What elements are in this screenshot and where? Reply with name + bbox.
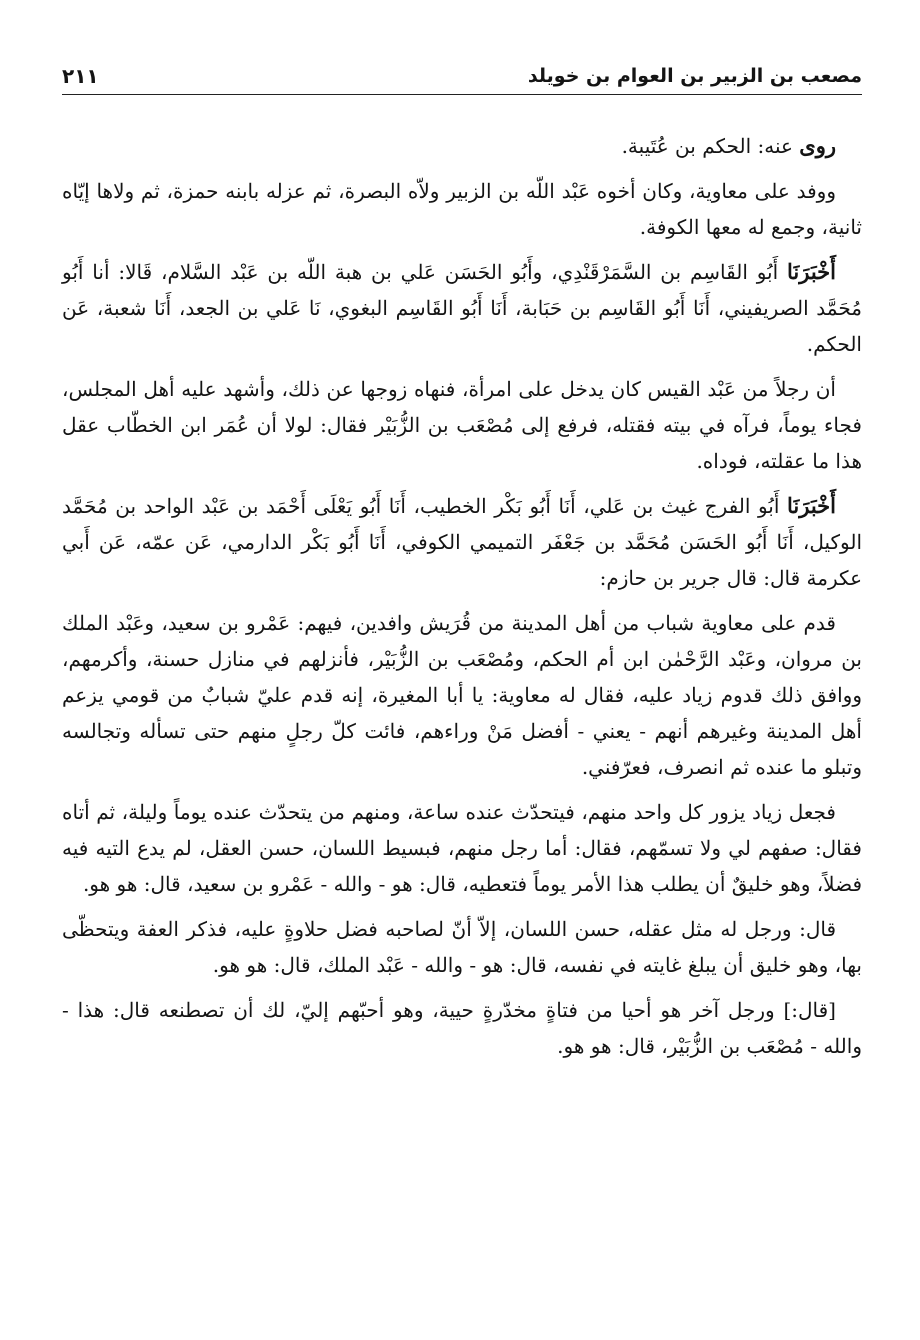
- paragraph-isnad-1: [62, 254, 862, 362]
- paragraph-text: ووفد على معاوية، وكان أخوه عَبْد اللّه بن الزبير ولاّه البصرة، ثم عزله بابنه حمزة، ثم ولاها إيّاه ثانية، وجمع له معها الكوفة.: [62, 179, 862, 239]
- paragraph-text: أَبُو القَاسِم بن السَّمَرْقَنْدِي، وأَبُو الحَسَن عَلي بن هبة اللّه بن عَبْد السَّلام، قَالا: أنا أَبُو مُحَمَّد الصريفيني، أَنَا أَبُو القَاسِم بن حَبَابة، أَنَا أَبُو القَاسِم البغوي، نَا عَلي بن الجعد، أَنَا شعبة، عَن الحكم.: [62, 260, 862, 356]
- paragraph-abd-al-qays-story: [62, 371, 862, 479]
- running-header: [62, 58, 862, 95]
- paragraph-youths-arrive: [62, 605, 862, 785]
- paragraph-text: قال: ورجل له مثل عقله، حسن اللسان، إلاّ أنّ لصاحبه فضل حلاوةٍ عليه، فذكر العفة ويتحظّى بها، وهو خليق أن يبلغ غايته في نفسه، قال: هو - والله - عَبْد الملك، قال: هو هو.: [62, 917, 862, 977]
- paragraph-second-man: [62, 911, 862, 983]
- body-text: [62, 128, 862, 1064]
- paragraph-narrators-from-him: [62, 128, 862, 164]
- paragraph-lead-word: أَخْبَرَنَا: [787, 259, 836, 284]
- paragraph-lead-word: أَخْبَرَنَا: [787, 493, 836, 518]
- paragraph-text: أن رجلاً من عَبْد القيس كان يدخل على امرأة، فنهاه زوجها عن ذلك، وأشهد عليه أهل المجلس، فجاء يوماً، فرآه في بيته فقتله، فرفع إلى مُصْعَب بن الزُّبَيْر فقال: لولا أن عُمَر ابن الخطّاب عقل هذا ما عقلته، فوداه.: [62, 377, 862, 473]
- paragraph-isnad-2: [62, 488, 862, 596]
- running-title: مصعب بن الزبير بن العوام بن خويلد: [527, 65, 862, 87]
- paragraph-third-man: [62, 992, 862, 1064]
- paragraph-text: عنه: الحكم بن عُتَيبة.: [621, 134, 800, 158]
- paragraph-text: فجعل زياد يزور كل واحد منهم، فيتحدّث عنده ساعة، ومنهم من يتحدّث عنده يوماً وليلة، ثم أتاه فقال: صفهم لي ولا تسمّهم، فقال: أما رجل منهم، فبسيط اللسان، حسن العقل، لم يدع التيه فيه فضلاً، وهو خليقٌ أن يطلب هذا الأمر يوماً فتعطيه، قال: هو - والله - عَمْرو بن سعيد، قال: هو هو.: [62, 800, 862, 896]
- paragraph-delegation: [62, 173, 862, 245]
- paragraph-ziyad-visits: [62, 794, 862, 902]
- paragraph-lead-word: روى: [799, 133, 836, 158]
- paragraph-text: أَبُو الفرج غيث بن عَلي، أَنَا أَبُو بَكْر الخطيب، أَنَا أَبُو يَعْلَى أَحْمَد بن عَبْد الواحد بن مُحَمَّد الوكيل، أَنَا أَبُو الحَسَن مُحَمَّد بن جَعْفَر التميمي الكوفي، أَنَا أَبُو بَكْر الدارمي، عَن عمّه، عَن أَبي عكرمة قال: قال جرير بن حازم:: [62, 494, 862, 590]
- paragraph-text: قدم على معاوية شباب من أهل المدينة من قُرَيش وافدين، فيهم: عَمْرو بن سعيد، وعَبْد الملك بن مروان، وعَبْد الرَّحْمٰن ابن أم الحكم، ومُصْعَب بن الزُّبَيْر، فأنزلهم في منازل حسنة، وأكرمهم، ووافق ذلك قدوم زياد عليه، فقال له معاوية: يا أبا المغيرة، إنه قدم عليّ شبابٌ من قومي يزعم أهل المدينة وغيرهم أنهم - يعني - أفضل مَنْ وراءهم، فائت كلّ رجلٍ منهم حتى تسأله وتجالسه وتبلو ما عنده ثم انصرف، فعرّفني.: [62, 611, 862, 779]
- paragraph-text: [قال:] ورجل آخر هو أحيا من فتاةٍ مخدّرةٍ حيية، وهو أحبّهم إليّ، لك أن تصطنعه قال: هذا - والله - مُصْعَب بن الزُّبَيْر، قال: هو هو.: [62, 998, 862, 1058]
- page-number: ٢١١: [62, 64, 99, 88]
